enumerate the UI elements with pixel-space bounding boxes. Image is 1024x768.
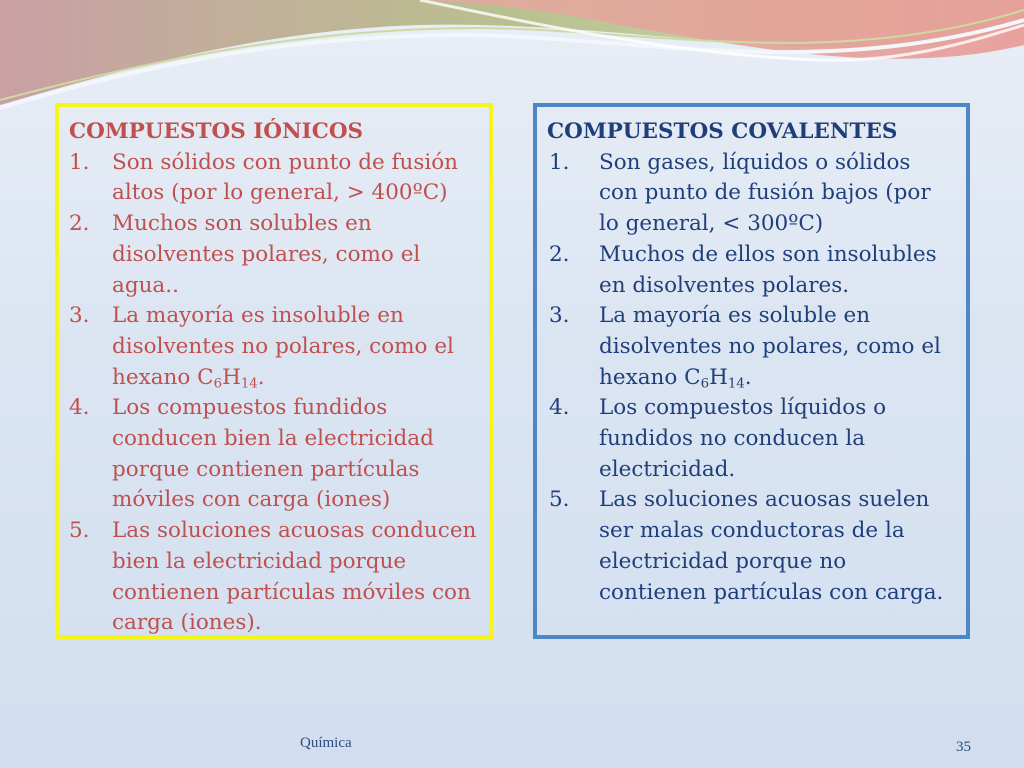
ionic-item-3: 3. La mayoría es insoluble en disolventes no polares, como el hexano $C_6H_{14}$. bbox=[69, 303, 454, 391]
ionic-list bbox=[69, 148, 479, 639]
ionic-title: COMPUESTOS IÓNICOS bbox=[69, 119, 364, 144]
covalent-item-2: 2. Muchos de ellos son insolubles en disolventes polares. bbox=[549, 241, 937, 298]
covalent-item-4: 4. Los compuestos líquidos o fundidos no conducen la electricidad. bbox=[549, 395, 887, 482]
ionic-item-2: 2. Muchos son solubles en disolventes polares, como el agua.. bbox=[69, 211, 421, 298]
slide-number: 35 bbox=[956, 739, 971, 755]
covalent-item-3: 3. La mayoría es soluble en disolventes no polares, como el hexano $C_6H_{14}$. bbox=[549, 303, 941, 391]
covalent-compounds-panel bbox=[533, 103, 970, 639]
ionic-item-1: 1. Son sólidos con punto de fusión altos (por lo general, > 400ºC) bbox=[69, 149, 459, 206]
ionic-item-4: 4. Los compuestos fundidos conducen bien la electricidad porque contienen partículas móviles con carga (iones) bbox=[69, 395, 434, 513]
covalent-title: COMPUESTOS COVALENTES bbox=[547, 119, 898, 144]
covalent-item-5: 5. Las soluciones acuosas suelen ser malas conductoras de la electricidad porque no contienen partículas con carga. bbox=[549, 487, 944, 605]
ionic-compounds-panel bbox=[55, 103, 493, 639]
ionic-item-5: 5. Las soluciones acuosas conducen bien la electricidad porque contienen partículas móviles con carga (iones). bbox=[69, 518, 477, 636]
covalent-item-1: 1. Son gases, líquidos o sólidos con punto de fusión bajos (por lo general, < 300ºC) bbox=[549, 149, 931, 237]
footer-subject: Química bbox=[300, 735, 352, 751]
covalent-list bbox=[547, 148, 956, 609]
